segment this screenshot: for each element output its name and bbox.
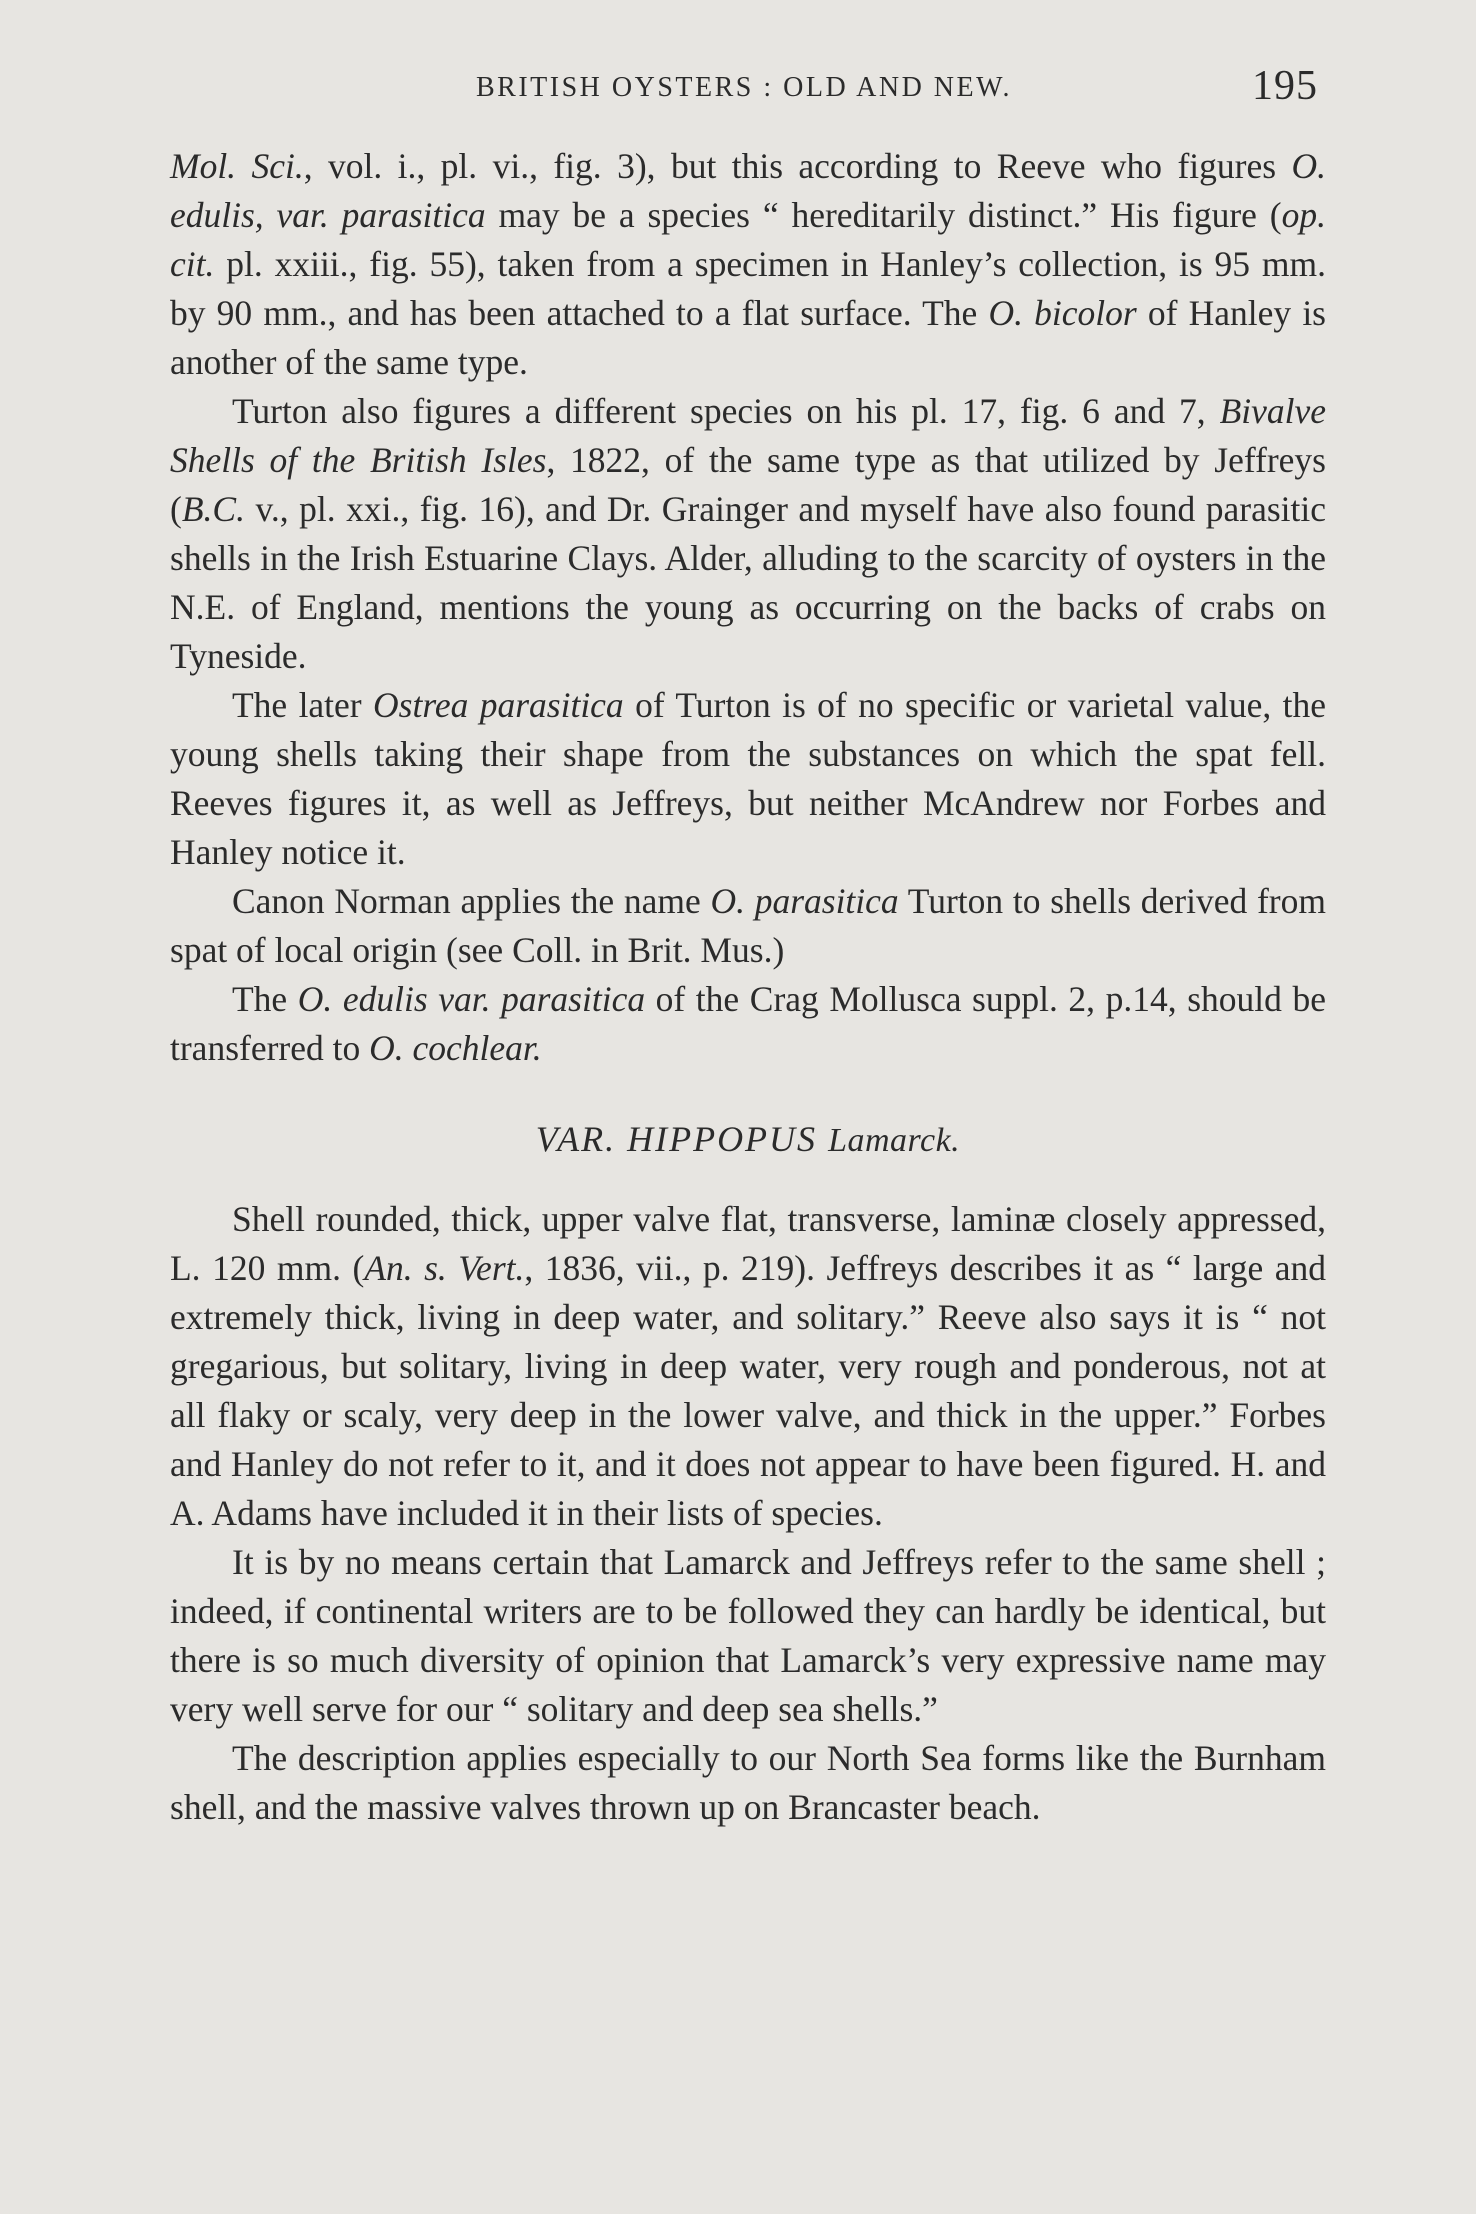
text-run: pl. xxiii., fig. 55), taken from a specimen in Hanley’s collection, is 95 mm. by 90 mm., and has been attached to a flat surface. The bbox=[170, 244, 1326, 333]
text-run: Turton also figures a different species on his pl. 17, fig. 6 and 7, bbox=[232, 391, 1220, 431]
text-run: Canon Norman applies the name bbox=[232, 881, 711, 921]
italic-text: op. cit. bbox=[170, 195, 1326, 284]
text-run: v., pl. xxi., fig. 16), and Dr. Grainger and myself have also found parasitic shells in the Irish Estuarine Clays. Alder, alluding to the scarcity of oysters in the N.E. of England, mentions the young as occurring on the backs of crabs on Tyneside. bbox=[170, 489, 1326, 676]
italic-text: O. edulis, var. parasitica bbox=[170, 146, 1326, 235]
running-title: BRITISH OYSTERS : OLD AND NEW. bbox=[476, 72, 1012, 103]
italic-text: Ostrea parasitica bbox=[373, 685, 624, 725]
section-heading bbox=[170, 1115, 1326, 1165]
paragraph-crag-mollusca bbox=[170, 975, 1326, 1073]
text-run: The description applies especially to our North Sea forms like the Burnham shell, and the massive valves thrown up on Brancaster beach. bbox=[170, 1738, 1326, 1827]
text-run: Turton to shells derived from spat of local origin (see Coll. in Brit. Mus.) bbox=[170, 881, 1326, 970]
italic-text: O. bicolor bbox=[988, 293, 1137, 333]
paragraph-north-sea bbox=[170, 1734, 1326, 1832]
body-text bbox=[170, 142, 1326, 1832]
text-run: , 1836, vii., p. 219). Jeffreys describes it as “ large and extremely thick, living in deep water, and solitary.” Reeve also says it is “ not gregarious, but solitary, living in deep water, very rough and ponderous, not at all flaky or scaly, very deep in the lower valve, and thick in the upper.” Forbes and Hanley do not refer to it, and it does not appear to have been figured. H. and A. Adams have included it in their lists of species. bbox=[170, 1248, 1327, 1533]
italic-text: Mol. Sci. bbox=[170, 146, 304, 186]
text-run: of Hanley is another of the same type. bbox=[170, 293, 1327, 382]
text-run: It is by no means certain that Lamarck and Jeffreys refer to the same shell ; indeed, if continental writers are to be followed they can hardly be identical, but there is so much diversity of opinion that Lamarck’s very expressive name may very well serve for our “ solitary and deep sea shells.” bbox=[170, 1542, 1326, 1729]
italic-text: O. cochlear. bbox=[369, 1028, 542, 1068]
italic-text: O. edulis var. parasitica bbox=[297, 979, 646, 1019]
text-run: of the Crag Mollusca suppl. 2, p.14, should be transferred to bbox=[170, 979, 1326, 1068]
paragraph-shell-rounded bbox=[170, 1195, 1326, 1538]
text-run: , 1822, of the same type as that utilized by Jeffreys ( bbox=[170, 440, 1326, 529]
section-heading-author: Lamarck. bbox=[828, 1122, 961, 1159]
text-run: The later bbox=[232, 685, 374, 725]
paragraph-continuation bbox=[170, 142, 1326, 387]
italic-text: O. parasitica bbox=[710, 881, 899, 921]
paragraph-later-ostrea bbox=[170, 681, 1326, 877]
section-heading-title: VAR. HIPPOPUS bbox=[535, 1119, 818, 1159]
text-run: may be a species “ hereditarily distinct.” His figure ( bbox=[485, 195, 1282, 235]
paragraph-turton bbox=[170, 387, 1326, 681]
text-run: Shell rounded, thick, upper valve flat, transverse, laminæ closely appressed, L. 120 mm. ( bbox=[170, 1199, 1326, 1288]
paragraphs-before-heading bbox=[170, 142, 1326, 1073]
paragraph-canon-norman bbox=[170, 877, 1326, 975]
text-run: The bbox=[232, 979, 298, 1019]
italic-text: An. s. Vert. bbox=[364, 1248, 525, 1288]
paragraph-lamarck-jeffreys bbox=[170, 1538, 1326, 1734]
italic-text: Bivalve Shells of the British Isles bbox=[170, 391, 1326, 480]
italic-text: B.C. bbox=[181, 489, 245, 529]
text-run: of Turton is of no specific or varietal value, the young shells taking their shape from the substances on which the spat fell. Reeves figures it, as well as Jeffreys, but neither McAndrew nor Forbes and Hanley notice it. bbox=[170, 685, 1326, 872]
page-number: 195 bbox=[1252, 63, 1318, 109]
paragraphs-after-heading bbox=[170, 1195, 1326, 1832]
running-head bbox=[170, 62, 1318, 122]
text-run: , vol. i., pl. vi., fig. 3), but this according to Reeve who figures bbox=[303, 146, 1292, 186]
